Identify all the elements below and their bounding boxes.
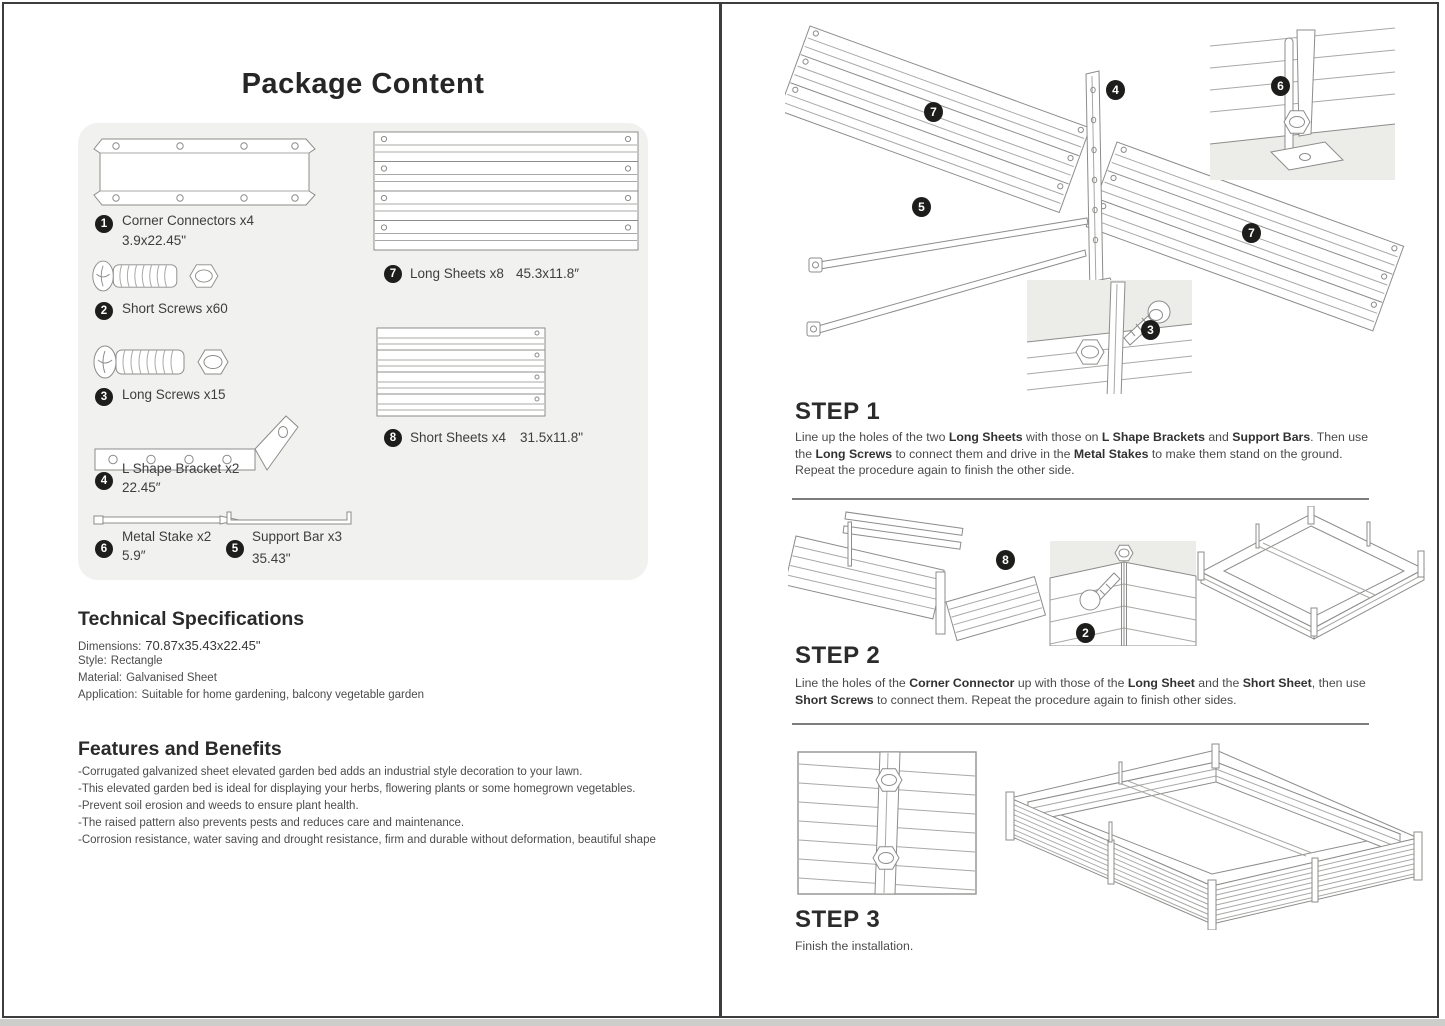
item-label: Short Screws x60 (122, 301, 228, 316)
callout-long-sheet: 7 (924, 102, 943, 122)
item-label: Short Sheets x4 (410, 430, 507, 445)
item-number-badge: 4 (95, 472, 113, 490)
item-label: Metal Stake x2 (122, 529, 212, 544)
package-content-box (78, 123, 648, 580)
assembled-layer-drawing (1198, 506, 1424, 639)
item-dimensions: 35.43" (252, 551, 291, 566)
callout-short-screw: 2 (1076, 623, 1095, 643)
bracket-bolts-detail-inset (798, 752, 976, 894)
spec-row-material (78, 672, 217, 684)
spec-label: Style: (78, 655, 107, 667)
section-divider (792, 723, 1369, 725)
step3-title: STEP 3 (795, 906, 881, 933)
callout-long-screw: 3 (1141, 320, 1160, 340)
panel-divider (719, 2, 722, 1018)
long-sheets-diagram (372, 130, 640, 252)
item-number-badge: 3 (95, 388, 113, 406)
step1-assembly-diagram (785, 12, 1430, 394)
spec-label: Dimensions: (78, 641, 142, 653)
callout-metal-stake: 6 (1271, 76, 1290, 96)
item-label: L Shape Bracket x2 (122, 461, 240, 476)
callout-l-shape-bracket: 4 (1106, 80, 1125, 100)
step1-title: STEP 1 (795, 398, 881, 425)
feature-item: -Prevent soil erosion and weeds to ensure plant health. (78, 800, 359, 812)
spec-row-style (78, 655, 163, 667)
features-title: Features and Benefits (78, 738, 282, 760)
package-content-title: Package Content (241, 68, 485, 100)
feature-item: -The raised pattern also prevents pests and reduces care and maintenance. (78, 817, 465, 829)
spec-row-dimensions (78, 638, 261, 653)
step1-instructions: Line up the holes of the two Long Sheets with those on L Shape Brackets and Support Bars. Then use the Long Screws to connect them and drive in the Metal Stakes to make them stand on the ground. Repeat the procedure again to finish the other side. (795, 430, 1369, 477)
metal-stake-diagram (92, 513, 242, 527)
callout-long-sheet-right: 7 (1242, 223, 1261, 243)
finished-bed-drawing (1006, 744, 1422, 930)
tech-specs-title: Technical Specifications (78, 608, 305, 630)
spec-value: 70.87x35.43x22.45" (145, 638, 261, 653)
feature-item: -Corrosion resistance, water saving and drought resistance, firm and durable without deformation, beautiful shape (78, 834, 656, 846)
item-label: Corner Connectors x4 (122, 213, 255, 228)
spec-row-application (78, 689, 424, 701)
page-edge-shadow (0, 1019, 1445, 1026)
support-bar-diagram (224, 511, 354, 527)
long-screw-diagram (90, 341, 242, 383)
step2-assembly-diagram (788, 506, 1428, 646)
section-divider (792, 498, 1369, 500)
item-label: Long Screws x15 (122, 387, 226, 402)
long-screw-detail-inset (1027, 280, 1192, 394)
spec-value: Galvanised Sheet (126, 672, 217, 684)
corner-connector-diagram (92, 136, 317, 208)
spec-value: Rectangle (110, 655, 163, 667)
callout-support-bar: 5 (912, 197, 931, 217)
feature-item: -Corrugated galvanized sheet elevated garden bed adds an industrial style decoration to your lawn. (78, 766, 583, 778)
short-screw-diagram (90, 255, 230, 297)
item-dimensions: 45.3x11.8″ (516, 266, 580, 281)
item-number-badge: 5 (226, 540, 244, 558)
corner-connector-detail-inset (1050, 541, 1196, 646)
item-label: Long Sheets x8 (410, 266, 504, 281)
item-number-badge: 2 (95, 302, 113, 320)
spec-label: Application: (78, 689, 138, 701)
item-number-badge: 1 (95, 215, 113, 233)
item-dimensions: 5.9″ (122, 548, 146, 563)
item-number-badge: 6 (95, 540, 113, 558)
feature-item: -This elevated garden bed is ideal for displaying your herbs, flowering plants or some homegrown vegetables. (78, 783, 636, 795)
callout-short-sheet: 8 (996, 550, 1015, 570)
step3-assembly-diagram (788, 738, 1433, 930)
item-number-badge: 7 (384, 265, 402, 283)
item-dimensions: 22.45″ (122, 480, 161, 495)
short-sheets-diagram (375, 326, 547, 418)
item-dimensions: 31.5x11.8" (520, 430, 584, 445)
step3-instructions: Finish the installation. (795, 939, 914, 953)
spec-value: Suitable for home gardening, balcony vegetable garden (141, 689, 425, 701)
item-label: Support Bar x3 (252, 529, 343, 544)
step2-title: STEP 2 (795, 642, 881, 669)
spec-label: Material: (78, 672, 123, 684)
item-dimensions: 3.9x22.45" (122, 233, 187, 248)
stake-detail-inset (1210, 28, 1395, 180)
item-number-badge: 8 (384, 429, 402, 447)
step2-instructions: Line the holes of the Corner Connector up with those of the Long Sheet and the Short Sheet, then use Short Screws to connect them. Repeat the procedure again to finish other sides. (795, 676, 1366, 707)
